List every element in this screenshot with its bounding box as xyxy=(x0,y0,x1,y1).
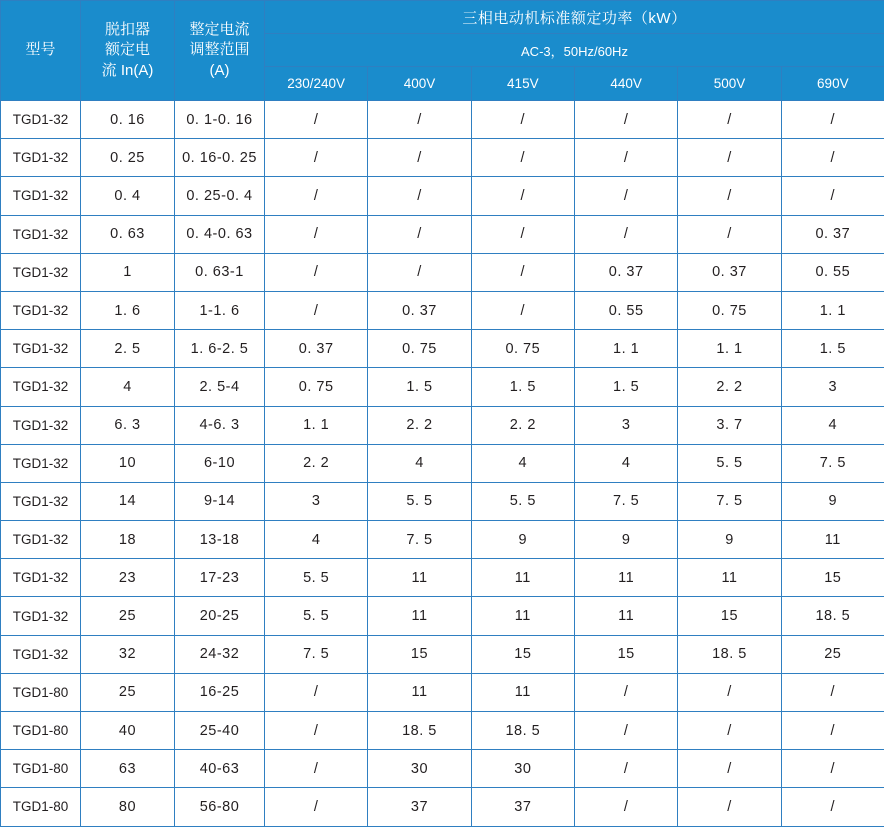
cell-power: 11 xyxy=(368,597,471,635)
header-voltage-690: 690V xyxy=(781,67,884,101)
table-row xyxy=(1,291,884,329)
cell-power: 11 xyxy=(471,597,574,635)
cell-power: 9 xyxy=(574,521,677,559)
cell-model: TGD1-32 xyxy=(1,521,81,559)
cell-rated-current: 14 xyxy=(81,482,175,520)
cell-power: 9 xyxy=(781,482,884,520)
cell-power: 11 xyxy=(678,559,781,597)
header-setting-range-line1: 整定电流 xyxy=(179,20,260,40)
cell-setting-range: 20-25 xyxy=(175,597,265,635)
cell-power: 0. 37 xyxy=(265,330,368,368)
cell-power: / xyxy=(574,215,677,253)
table-row xyxy=(1,101,884,139)
cell-power: / xyxy=(678,788,781,826)
cell-power: 0. 37 xyxy=(678,253,781,291)
cell-power: 0. 75 xyxy=(471,330,574,368)
cell-power: 30 xyxy=(368,750,471,788)
cell-model: TGD1-32 xyxy=(1,330,81,368)
cell-rated-current: 0. 4 xyxy=(81,177,175,215)
cell-power: / xyxy=(471,177,574,215)
cell-setting-range: 16-25 xyxy=(175,673,265,711)
header-voltage-500: 500V xyxy=(678,67,781,101)
cell-power: / xyxy=(265,215,368,253)
cell-rated-current: 25 xyxy=(81,597,175,635)
cell-power: 1. 1 xyxy=(265,406,368,444)
cell-power: / xyxy=(678,215,781,253)
cell-power: 18. 5 xyxy=(781,597,884,635)
cell-power: 3. 7 xyxy=(678,406,781,444)
table-row xyxy=(1,139,884,177)
cell-setting-range: 24-32 xyxy=(175,635,265,673)
cell-rated-current: 1 xyxy=(81,253,175,291)
cell-power: 11 xyxy=(574,559,677,597)
cell-model: TGD1-32 xyxy=(1,635,81,673)
cell-power: 0. 37 xyxy=(368,291,471,329)
cell-power: / xyxy=(781,139,884,177)
cell-power: / xyxy=(781,673,884,711)
cell-model: TGD1-32 xyxy=(1,177,81,215)
cell-setting-range: 1-1. 6 xyxy=(175,291,265,329)
cell-power: 18. 5 xyxy=(678,635,781,673)
cell-rated-current: 2. 5 xyxy=(81,330,175,368)
cell-power: 9 xyxy=(471,521,574,559)
cell-power: 4 xyxy=(368,444,471,482)
cell-model: TGD1-32 xyxy=(1,101,81,139)
cell-model: TGD1-32 xyxy=(1,559,81,597)
header-model: 型号 xyxy=(1,1,81,101)
cell-model: TGD1-80 xyxy=(1,788,81,826)
cell-power: 0. 55 xyxy=(781,253,884,291)
cell-power: / xyxy=(574,788,677,826)
cell-power: / xyxy=(574,712,677,750)
cell-power: / xyxy=(574,177,677,215)
cell-power: 0. 75 xyxy=(265,368,368,406)
header-row-group-title xyxy=(1,1,884,34)
cell-power: 30 xyxy=(471,750,574,788)
cell-rated-current: 10 xyxy=(81,444,175,482)
cell-rated-current: 0. 25 xyxy=(81,139,175,177)
cell-model: TGD1-80 xyxy=(1,712,81,750)
header-rated-current-line2: 额定电 xyxy=(85,40,170,60)
cell-power: 4 xyxy=(471,444,574,482)
cell-power: / xyxy=(678,101,781,139)
cell-power: 15 xyxy=(574,635,677,673)
cell-power: / xyxy=(574,750,677,788)
cell-power: / xyxy=(265,712,368,750)
cell-power: / xyxy=(368,215,471,253)
table-row xyxy=(1,559,884,597)
cell-power: / xyxy=(265,291,368,329)
cell-power: / xyxy=(471,253,574,291)
cell-model: TGD1-32 xyxy=(1,482,81,520)
cell-model: TGD1-32 xyxy=(1,444,81,482)
cell-power: 15 xyxy=(678,597,781,635)
cell-power: 5. 5 xyxy=(678,444,781,482)
cell-rated-current: 63 xyxy=(81,750,175,788)
cell-power: 7. 5 xyxy=(368,521,471,559)
cell-power: / xyxy=(265,177,368,215)
cell-model: TGD1-32 xyxy=(1,139,81,177)
header-voltage-230-240: 230/240V xyxy=(265,67,368,101)
header-setting-range xyxy=(175,1,265,101)
cell-power: 5. 5 xyxy=(265,559,368,597)
cell-power: / xyxy=(265,139,368,177)
cell-power: 4 xyxy=(781,406,884,444)
cell-rated-current: 25 xyxy=(81,673,175,711)
cell-power: 1. 5 xyxy=(471,368,574,406)
table-row xyxy=(1,597,884,635)
cell-setting-range: 13-18 xyxy=(175,521,265,559)
cell-rated-current: 1. 6 xyxy=(81,291,175,329)
cell-power: 0. 55 xyxy=(574,291,677,329)
cell-power: 2. 2 xyxy=(678,368,781,406)
cell-power: / xyxy=(678,673,781,711)
cell-power: 4 xyxy=(574,444,677,482)
table-row xyxy=(1,712,884,750)
table-row xyxy=(1,330,884,368)
cell-power: / xyxy=(781,788,884,826)
cell-power: 2. 2 xyxy=(265,444,368,482)
cell-rated-current: 0. 16 xyxy=(81,101,175,139)
cell-model: TGD1-80 xyxy=(1,673,81,711)
cell-power: 1. 5 xyxy=(368,368,471,406)
cell-setting-range: 0. 1-0. 16 xyxy=(175,101,265,139)
cell-power: / xyxy=(265,750,368,788)
cell-power: 0. 75 xyxy=(368,330,471,368)
cell-power: 0. 37 xyxy=(574,253,677,291)
table-row xyxy=(1,482,884,520)
table-header xyxy=(1,1,884,101)
header-rated-current xyxy=(81,1,175,101)
cell-power: 4 xyxy=(265,521,368,559)
header-setting-range-line3: (A) xyxy=(179,61,260,81)
cell-setting-range: 0. 4-0. 63 xyxy=(175,215,265,253)
table-row xyxy=(1,253,884,291)
cell-power: 7. 5 xyxy=(574,482,677,520)
cell-setting-range: 25-40 xyxy=(175,712,265,750)
table-row xyxy=(1,177,884,215)
cell-power: 11 xyxy=(368,673,471,711)
cell-power: / xyxy=(265,788,368,826)
cell-power: 1. 5 xyxy=(574,368,677,406)
cell-power: 9 xyxy=(678,521,781,559)
table-row xyxy=(1,673,884,711)
cell-setting-range: 6-10 xyxy=(175,444,265,482)
cell-setting-range: 17-23 xyxy=(175,559,265,597)
table-row xyxy=(1,521,884,559)
cell-power: / xyxy=(265,673,368,711)
cell-model: TGD1-32 xyxy=(1,291,81,329)
table-row xyxy=(1,215,884,253)
cell-power: / xyxy=(678,139,781,177)
cell-power: 11 xyxy=(471,559,574,597)
cell-model: TGD1-32 xyxy=(1,215,81,253)
cell-power: / xyxy=(471,215,574,253)
header-voltage-415: 415V xyxy=(471,67,574,101)
cell-power: 7. 5 xyxy=(265,635,368,673)
cell-setting-range: 1. 6-2. 5 xyxy=(175,330,265,368)
cell-power: 7. 5 xyxy=(781,444,884,482)
cell-power: 37 xyxy=(368,788,471,826)
cell-power: 0. 37 xyxy=(781,215,884,253)
cell-power: / xyxy=(368,139,471,177)
cell-power: 3 xyxy=(574,406,677,444)
cell-setting-range: 40-63 xyxy=(175,750,265,788)
cell-power: 18. 5 xyxy=(368,712,471,750)
cell-power: / xyxy=(781,712,884,750)
cell-power: 15 xyxy=(368,635,471,673)
cell-rated-current: 40 xyxy=(81,712,175,750)
cell-power: 11 xyxy=(368,559,471,597)
cell-rated-current: 80 xyxy=(81,788,175,826)
cell-power: 1. 1 xyxy=(781,291,884,329)
cell-model: TGD1-80 xyxy=(1,750,81,788)
header-power-group-title: 三相电动机标准额定功率（kW） xyxy=(265,1,884,34)
header-rated-current-line3: 流 In(A) xyxy=(85,61,170,81)
cell-setting-range: 4-6. 3 xyxy=(175,406,265,444)
table-row xyxy=(1,788,884,826)
cell-setting-range: 0. 16-0. 25 xyxy=(175,139,265,177)
cell-power: / xyxy=(574,673,677,711)
cell-setting-range: 9-14 xyxy=(175,482,265,520)
table-body xyxy=(1,101,884,827)
cell-power: / xyxy=(678,177,781,215)
cell-power: / xyxy=(781,177,884,215)
cell-power: 15 xyxy=(471,635,574,673)
cell-power: / xyxy=(781,750,884,788)
header-power-group-sub: AC-3，50Hz/60Hz xyxy=(265,34,884,67)
cell-model: TGD1-32 xyxy=(1,253,81,291)
cell-power: / xyxy=(368,253,471,291)
cell-setting-range: 56-80 xyxy=(175,788,265,826)
cell-rated-current: 18 xyxy=(81,521,175,559)
cell-power: 3 xyxy=(781,368,884,406)
header-voltage-400: 400V xyxy=(368,67,471,101)
header-rated-current-line1: 脱扣器 xyxy=(85,20,170,40)
cell-power: / xyxy=(368,177,471,215)
cell-rated-current: 23 xyxy=(81,559,175,597)
cell-power: 2. 2 xyxy=(368,406,471,444)
table-row xyxy=(1,635,884,673)
cell-power: 0. 75 xyxy=(678,291,781,329)
cell-setting-range: 0. 63-1 xyxy=(175,253,265,291)
cell-setting-range: 2. 5-4 xyxy=(175,368,265,406)
cell-model: TGD1-32 xyxy=(1,597,81,635)
cell-power: / xyxy=(678,712,781,750)
cell-power: / xyxy=(265,101,368,139)
header-voltage-440: 440V xyxy=(574,67,677,101)
cell-power: 5. 5 xyxy=(471,482,574,520)
cell-power: 7. 5 xyxy=(678,482,781,520)
cell-power: 2. 2 xyxy=(471,406,574,444)
cell-power: 1. 5 xyxy=(781,330,884,368)
table-row xyxy=(1,368,884,406)
cell-power: 37 xyxy=(471,788,574,826)
cell-power: / xyxy=(781,101,884,139)
cell-power: / xyxy=(471,101,574,139)
cell-power: 11 xyxy=(781,521,884,559)
cell-rated-current: 0. 63 xyxy=(81,215,175,253)
cell-power: / xyxy=(574,101,677,139)
cell-power: 1. 1 xyxy=(574,330,677,368)
cell-power: 11 xyxy=(574,597,677,635)
cell-power: 3 xyxy=(265,482,368,520)
cell-model: TGD1-32 xyxy=(1,368,81,406)
cell-power: / xyxy=(471,291,574,329)
cell-power: 25 xyxy=(781,635,884,673)
cell-power: / xyxy=(678,750,781,788)
cell-power: / xyxy=(471,139,574,177)
table-row xyxy=(1,750,884,788)
cell-rated-current: 32 xyxy=(81,635,175,673)
cell-power: / xyxy=(574,139,677,177)
table-row xyxy=(1,444,884,482)
table-row xyxy=(1,406,884,444)
cell-model: TGD1-32 xyxy=(1,406,81,444)
cell-power: 15 xyxy=(781,559,884,597)
cell-power: 5. 5 xyxy=(265,597,368,635)
cell-setting-range: 0. 25-0. 4 xyxy=(175,177,265,215)
cell-power: 18. 5 xyxy=(471,712,574,750)
cell-power: 5. 5 xyxy=(368,482,471,520)
header-setting-range-line2: 调整范围 xyxy=(179,40,260,60)
cell-power: / xyxy=(368,101,471,139)
cell-power: / xyxy=(265,253,368,291)
cell-power: 11 xyxy=(471,673,574,711)
cell-rated-current: 6. 3 xyxy=(81,406,175,444)
cell-power: 1. 1 xyxy=(678,330,781,368)
cell-rated-current: 4 xyxy=(81,368,175,406)
